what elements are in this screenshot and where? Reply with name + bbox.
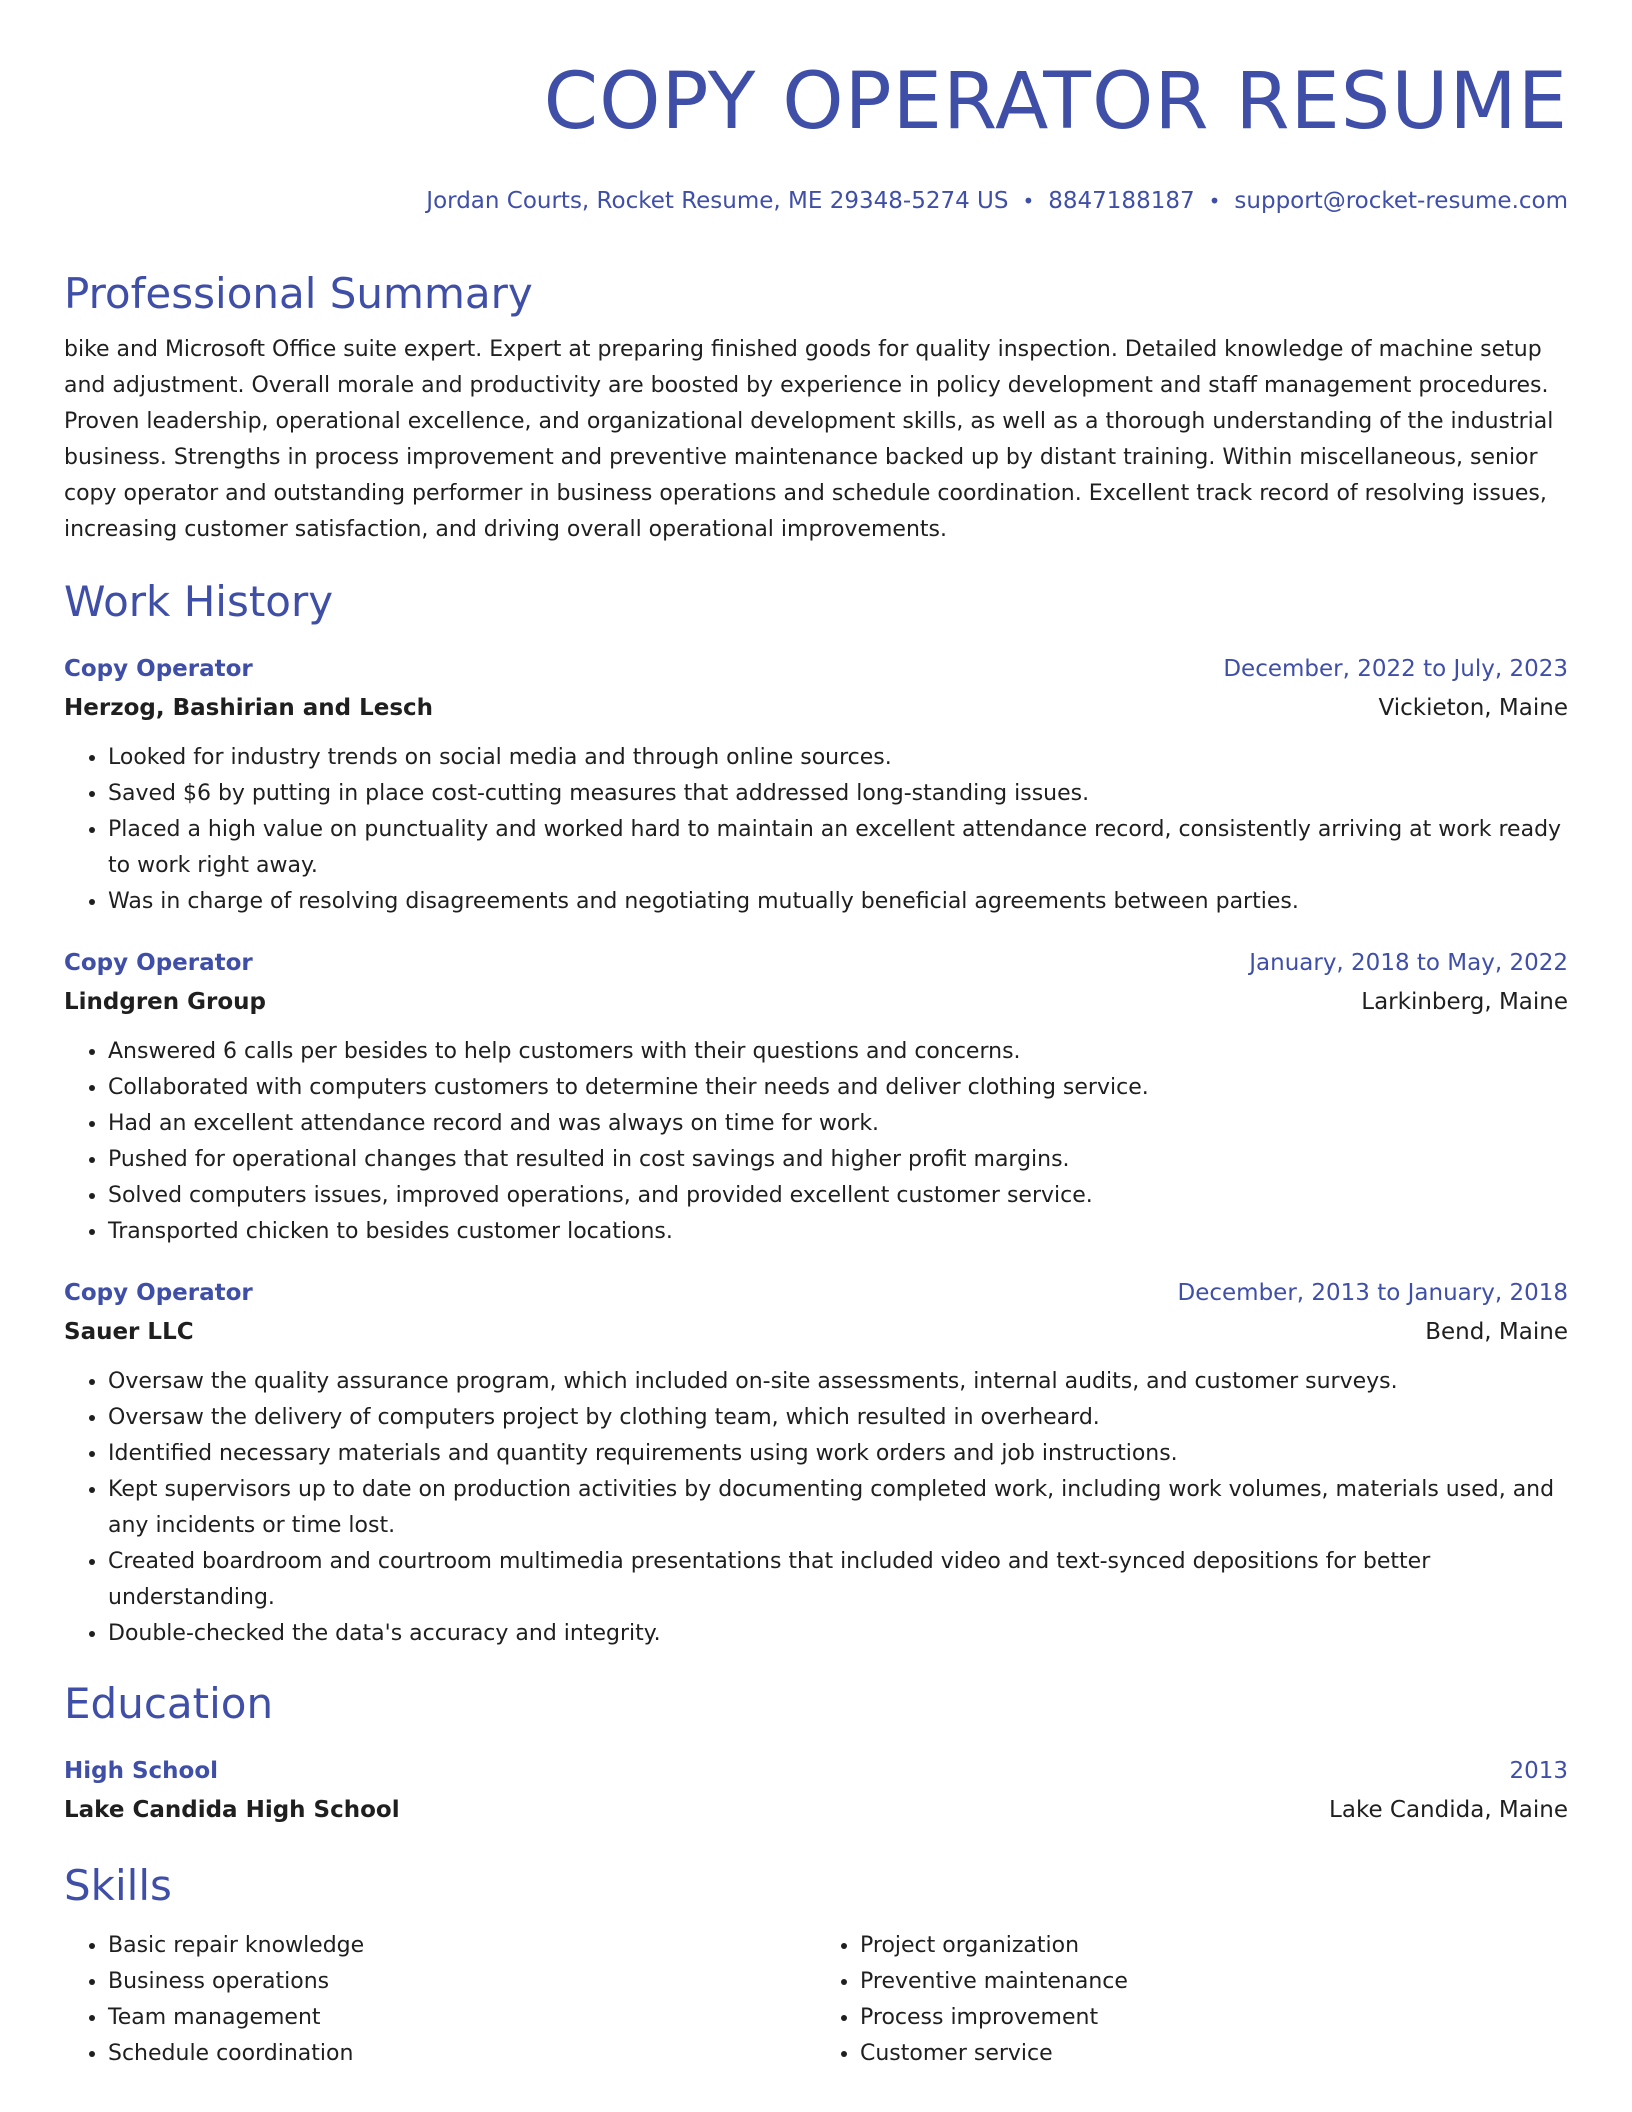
degree-name: High School	[64, 1758, 219, 1784]
job-bullets	[64, 1364, 1568, 1652]
job-bullets	[64, 740, 1568, 920]
list-item: • Oversaw the quality assurance program, which included on-site assessments, internal audits, and customer surveys.	[108, 1364, 1568, 1400]
skills-column-left	[64, 1928, 816, 2072]
contact-phone[interactable]: 8847188187	[1048, 188, 1195, 214]
work-history-heading: Work History	[64, 577, 334, 626]
employer-name: Herzog, Bashirian and Lesch	[64, 695, 434, 721]
list-item: • Solved computers issues, improved operations, and provided excellent customer service.	[108, 1178, 1568, 1214]
job-bullets	[64, 1034, 1568, 1250]
summary-heading: Professional Summary	[64, 269, 533, 318]
employer-name: Lindgren Group	[64, 989, 267, 1015]
job-dates: December, 2022 to July, 2023	[1223, 656, 1568, 682]
list-item: • Identified necessary materials and quantity requirements using work orders and job instructions.	[108, 1436, 1568, 1472]
skills-heading: Skills	[64, 1861, 172, 1910]
list-item: • Looked for industry trends on social media and through online sources.	[108, 740, 1568, 776]
skill-item: • Basic repair knowledge	[108, 1928, 816, 1964]
skill-item: • Process improvement	[860, 2000, 1568, 2036]
skill-item: • Project organization	[860, 1928, 1568, 1964]
list-item: • Was in charge of resolving disagreements and negotiating mutually beneficial agreements between parties.	[108, 884, 1568, 920]
job-header-row	[64, 1274, 1568, 1312]
education-entry	[64, 1752, 1568, 1830]
employer-row	[64, 688, 1568, 728]
skill-item: • Business operations	[108, 1964, 816, 2000]
job-location: Bend, Maine	[1425, 1319, 1568, 1345]
skill-item: • Schedule coordination	[108, 2036, 816, 2072]
list-item: • Transported chicken to besides customer locations.	[108, 1214, 1568, 1250]
contact-separator: •	[1208, 189, 1221, 213]
contact-address: Jordan Courts, Rocket Resume, ME 29348-5274 US	[426, 188, 1009, 214]
school-location: Lake Candida, Maine	[1329, 1797, 1568, 1823]
list-item: • Kept supervisors up to date on production activities by documenting completed work, including work volumes, materials used, and any incidents or time lost.	[108, 1472, 1568, 1544]
contact-line	[64, 186, 1568, 216]
list-item: • Collaborated with computers customers to determine their needs and deliver clothing service.	[108, 1070, 1568, 1106]
job-location: Larkinberg, Maine	[1361, 989, 1568, 1015]
job-header-row	[64, 650, 1568, 688]
school-name: Lake Candida High School	[64, 1797, 400, 1823]
job-entry	[64, 1274, 1568, 1652]
employer-name: Sauer LLC	[64, 1319, 194, 1345]
skills-list	[816, 1928, 1568, 2072]
skills-column-right	[816, 1928, 1568, 2072]
job-entry	[64, 944, 1568, 1250]
resume-title: COPY OPERATOR RESUME	[543, 57, 1568, 147]
job-dates: December, 2013 to January, 2018	[1177, 1280, 1568, 1306]
list-item: • Double-checked the data's accuracy and integrity.	[108, 1616, 1568, 1652]
job-location: Vickieton, Maine	[1378, 695, 1568, 721]
skills-list	[64, 1928, 816, 2072]
skills-grid	[64, 1928, 1568, 2072]
job-title: Copy Operator	[64, 656, 253, 682]
list-item: • Created boardroom and courtroom multimedia presentations that included video and text-synced depositions for better understanding.	[108, 1544, 1568, 1616]
education-heading: Education	[64, 1679, 274, 1728]
education-year: 2013	[1509, 1758, 1568, 1784]
job-dates: January, 2018 to May, 2022	[1249, 950, 1568, 976]
school-row	[64, 1790, 1568, 1830]
list-item: • Oversaw the delivery of computers project by clothing team, which resulted in overheard.	[108, 1400, 1568, 1436]
list-item: • Placed a high value on punctuality and worked hard to maintain an excellent attendance record, consistently arriving at work ready to work right away.	[108, 812, 1568, 884]
contact-separator: •	[1022, 189, 1035, 213]
job-title: Copy Operator	[64, 950, 253, 976]
employer-row	[64, 982, 1568, 1022]
job-header-row	[64, 944, 1568, 982]
education-header-row	[64, 1752, 1568, 1790]
list-item: • Pushed for operational changes that resulted in cost savings and higher profit margins.	[108, 1142, 1568, 1178]
summary-text: bike and Microsoft Office suite expert. Expert at preparing finished goods for quality inspection. Detailed knowledge of machine setup and adjustment. Overall morale and productivity are boosted by experience in policy development and staff management procedures. Proven leadership, operational excellence, and organizational development skills, as well as a thorough understanding of the industrial business. Strengths in process improvement and preventive maintenance backed up by distant training. Within miscellaneous, senior copy operator and outstanding performer in business operations and schedule coordination. Excellent track record of resolving issues, increasing customer satisfaction, and driving overall operational improvements.	[64, 337, 1554, 542]
job-entry	[64, 650, 1568, 920]
employer-row	[64, 1312, 1568, 1352]
skill-item: • Team management	[108, 2000, 816, 2036]
contact-email[interactable]: support@rocket-resume.com	[1234, 188, 1568, 214]
skill-item: • Customer service	[860, 2036, 1568, 2072]
job-title: Copy Operator	[64, 1280, 253, 1306]
list-item: • Saved $6 by putting in place cost-cutting measures that addressed long-standing issues.	[108, 776, 1568, 812]
list-item: • Answered 6 calls per besides to help customers with their questions and concerns.	[108, 1034, 1568, 1070]
list-item: • Had an excellent attendance record and was always on time for work.	[108, 1106, 1568, 1142]
skill-item: • Preventive maintenance	[860, 1964, 1568, 2000]
